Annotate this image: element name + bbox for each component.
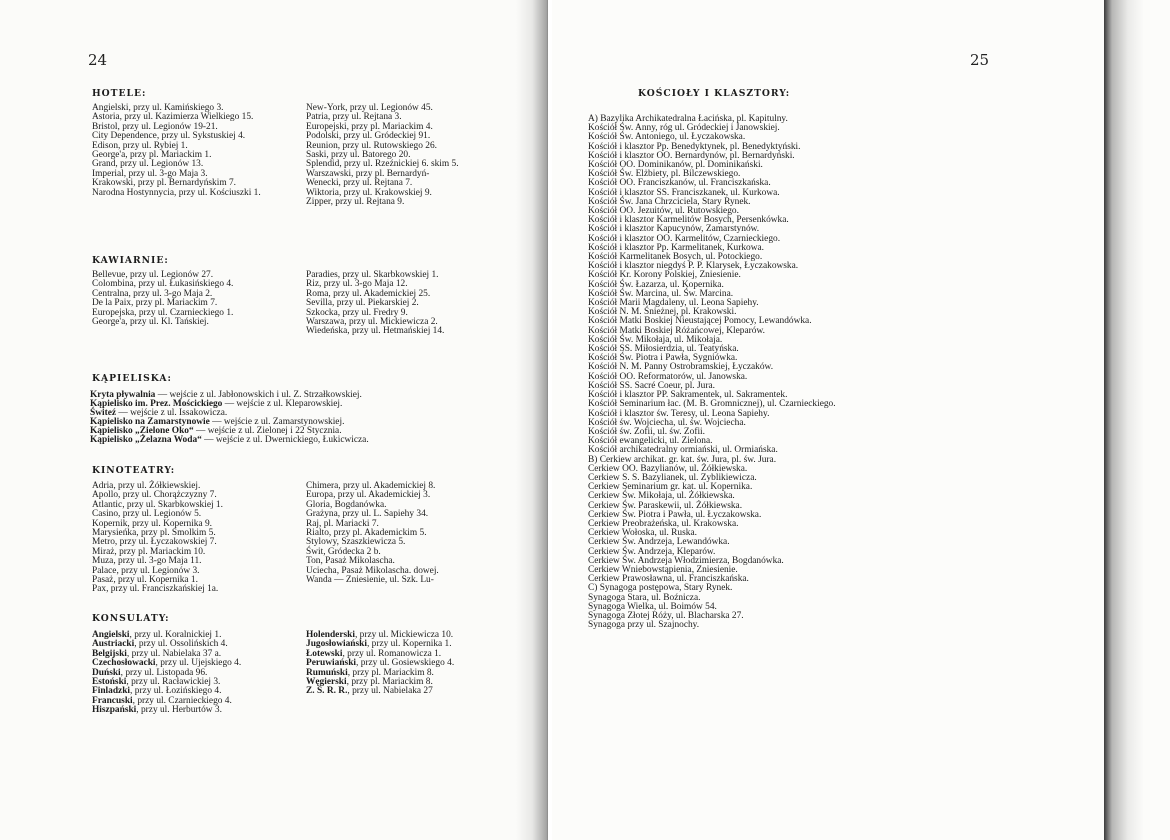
entry-name: Kryta pływalnia (90, 390, 156, 400)
entry-detail: — wejście z ul. Issakowicza. (116, 408, 228, 419)
entry-text: Cerkiew Św. Andrzeja, Kleparów. (588, 546, 716, 557)
entry-text: Kościół OO. Reformatorów, ul. Janowska. (588, 371, 748, 382)
entry-detail: , przy ul. Czarnieckiego 4. (132, 695, 232, 706)
entry-text: Centralna, przy ul. 3-go Maja 2. (92, 288, 213, 299)
entry-text: Kościół Św. Elżbiety, pl. Bilczewskiego. (588, 169, 741, 180)
entry-text: Cerkiew S. S. Bazylianek, ul. Zyblikiewicza. (588, 472, 757, 483)
right-page (552, 0, 1170, 840)
entry-text: Synagoga Złotej Róży, ul. Blacharska 27. (588, 610, 744, 621)
entry-text: Splendid, przy ul. Rzeźnickiej 6. skim 5. (306, 159, 459, 170)
entry-text: Kościół Św. Łazarza, ul. Kopernika. (588, 279, 724, 290)
entry-detail: , przy ul. Listopada 96. (120, 667, 208, 678)
entry-text: Kościół św. Zofii, ul. św. Zofii. (588, 426, 706, 437)
entry-text: Reunion, przy ul. Rutowskiego 26. (306, 140, 437, 151)
entry-text: Kościół OO. Dominikanów, pl. Dominikański. (588, 160, 763, 171)
entry-text: Krakowski, przy pl. Bernardyńskim 7. (92, 178, 236, 189)
right-page-gutter-shadow (1104, 0, 1144, 840)
baths-list (90, 391, 490, 446)
entry-text: Muza, przy ul. 3-go Maja 11. (92, 556, 202, 567)
consulates-heading: KONSULATY: (92, 613, 170, 624)
entry-text: B) Cerkiew archikat. gr. kat. św. Jura, pl. św. Jura. (588, 454, 777, 465)
entry-name: Finladzki (92, 686, 131, 697)
list-item (92, 189, 274, 198)
entry-text: Cerkiew Św. Piotra i Pawła, ul. Łyczakowska. (588, 509, 762, 520)
entry-name: Węgierski (306, 677, 347, 688)
entry-text: Rialto, przy pl. Akademickim 5. (306, 528, 427, 539)
entry-detail: , przy ul. Nabielaka 27 (347, 686, 433, 697)
entry-text: Pasaż, przy ul. Kopernika 1. (92, 575, 198, 586)
entry-text: Cerkiew Św. Paraskewii, ul. Żółkiewska. (588, 500, 743, 511)
list-item (306, 198, 488, 207)
entry-text: Roma, przy ul. Akademickiej 25. (306, 288, 431, 299)
entry-text: Kościół ewangelicki, ul. Zielona. (588, 436, 713, 447)
left-page-gutter-shadow (516, 0, 548, 840)
left-page (0, 0, 548, 840)
entry-text: Casino, przy ul. Legionów 5. (92, 509, 202, 520)
entry-text: Uciecha, Pasaż Mikolascha. dowej. (306, 565, 439, 576)
entry-text: Marysieńka, przy pl. Smolkim 5. (92, 528, 216, 539)
hotels-column-2 (306, 104, 488, 207)
list-item (92, 318, 274, 327)
entry-text: Grażyna, przy ul. L. Sapiehy 34. (306, 509, 429, 520)
entry-name: Kąpielisko „Zielone Oko“ (90, 426, 194, 437)
baths-heading: KĄPIELISKA: (92, 373, 172, 384)
entry-text: Kościół Seminarium łac. (M. B. Gromnicznej), ul. Czarnieckiego. (588, 399, 836, 410)
entry-name: Jugosłowiański (306, 639, 367, 650)
entry-name: Peruwiański (306, 658, 357, 669)
entry-detail: , przy ul. Koralnickiej 1. (129, 630, 222, 640)
entry-text: Synagoga Stara, ul. Boźnicza. (588, 592, 701, 603)
entry-text: Kościół i klasztor OO. Karmelitów, Czarnieckiego. (588, 233, 781, 244)
entry-text: Kościół OO. Franciszkanów, ul. Franciszkańska. (588, 178, 771, 189)
entry-text: Kościół i klasztor Pp. Benedyktynek, pl. Benedyktyński. (588, 141, 801, 152)
cinemas-column-2 (306, 482, 488, 585)
entry-name: Duński (92, 667, 121, 678)
entry-name: Kąpielisko na Zamarstynowie (90, 417, 210, 428)
entry-text: De la Paix, przy pl. Mariackim 7. (92, 298, 218, 309)
entry-name: Hiszpański (92, 705, 137, 716)
entry-text: Sevilla, przy ul. Piekarskiej 2. (306, 298, 419, 309)
entry-text: Kościół Matki Boskiej Różańcowej, Kleparów. (588, 325, 765, 336)
entry-text: Wiktoria, przy ul. Krakowskiej 9. (306, 187, 432, 198)
entry-text: Palace, przy ul. Legionów 3. (92, 565, 200, 576)
entry-text: Kościół SS. Miłosierdzia, ul. Teatyńska. (588, 344, 739, 355)
entry-detail: , przy ul. Ossolińskich 4. (134, 639, 228, 650)
entry-text: Synagoga Wielka, ul. Boimów 54. (588, 601, 717, 612)
entry-text: Kościół i klasztor Kapucynów, Zamarstynów. (588, 224, 760, 235)
entry-text: Kościół i klasztor Karmelitów Bosych, Persenkówka. (588, 215, 789, 226)
entry-text: Kościół SS. Sacré Coeur, pl. Jura. (588, 380, 715, 391)
entry-text: Świt, Gródecka 2 b. (306, 546, 381, 557)
entry-text: Atlantic, przy ul. Skarbkowskiej 1. (92, 499, 223, 510)
hotels-heading: HOTELE: (92, 88, 147, 99)
entry-text: Kościół i klasztor Pp. Karmelitanek, Kurkowa. (588, 242, 765, 253)
entry-text: Kościół Marii Magdaleny, ul. Leona Sapiehy. (588, 298, 759, 309)
hotels-column-1 (92, 104, 274, 198)
entry-detail: — wejście z ul. Jabłonowskich i ul. Z. Strzałkowskiej. (155, 390, 362, 400)
entry-text: Zipper, przy ul. Rejtana 9. (306, 197, 405, 208)
list-item (92, 585, 274, 594)
entry-text: Stylowy, Szaszkiewicza 5. (306, 537, 406, 548)
entry-text: Cerkiew Św. Andrzeja Włodzimierza, Bogdanówka. (588, 555, 784, 566)
entry-name: Francuski (92, 695, 133, 706)
entry-text: Europejska, przy ul. Czarnieckiego 1. (92, 307, 234, 318)
entry-text: Edison, przy ul. Rybiej 1. (92, 140, 188, 151)
entry-text: Kościół Św. Piotra i Pawła, Sygniówka. (588, 353, 738, 364)
entry-text: New-York, przy ul. Legionów 45. (306, 103, 433, 113)
entry-text: Kościół N. M. Śnieżnej, pl. Krakowski. (588, 307, 737, 318)
entry-text: Bellevue, przy ul. Legionów 27. (92, 270, 214, 280)
page-number-left: 24 (88, 51, 108, 69)
entry-detail: , przy ul. Łozińskiego 4. (130, 686, 222, 697)
list-line (588, 621, 948, 630)
churches-list (588, 115, 948, 630)
entry-text: Kościół Św. Jana Chrzciciela, Stary Rynek. (588, 196, 751, 207)
entry-text: Riz, przy ul. 3-go Maja 12. (306, 279, 408, 290)
entry-text: Warszawski, przy pl. Bernardyń- (306, 168, 430, 179)
entry-text: Kościół Św. Antoniego, ul. Łyczakowska. (588, 132, 746, 143)
entry-text: Kościół i klasztor OO. Bernardynów, pl. Bernardyński. (588, 150, 795, 161)
entry-text: Cerkiew Wniebowstąpienia, Zniesienie. (588, 564, 738, 575)
list-item (92, 706, 274, 715)
entry-text: Cerkiew Prawosławna, ul. Franciszkańska. (588, 574, 749, 585)
entry-text: Pax, przy ul. Franciszkańskiej 1a. (92, 584, 219, 595)
entry-text: Kościół N. M. Panny Ostrobramskiej, Łyczaków. (588, 362, 774, 373)
entry-name: Czechosłowacki (92, 658, 156, 669)
entry-name: Świteź (90, 408, 117, 419)
entry-detail: , przy ul. Mickiewicza 10. (354, 630, 454, 640)
entry-text: Kościół archikatedralny ormiański, ul. Ormiańska. (588, 445, 778, 456)
entry-text: Colombina, przy ul. Łukasińskiego 4. (92, 279, 234, 290)
entry-text: Raj, pl. Mariacki 7. (306, 518, 379, 529)
entry-detail: , przy ul. Gosiewskiego 4. (356, 658, 455, 669)
entry-name: Holenderski (306, 630, 355, 640)
entry-text: Saski, przy ul. Batorego 20. (306, 150, 411, 161)
entry-text: Kościół OO. Jezuitów, ul. Rutowskiego. (588, 206, 739, 217)
entry-detail: , przy ul. Nabielaka 37 a. (126, 648, 222, 659)
entry-name: Kąpielisko im. Prez. Mościckiego (90, 399, 223, 410)
entry-detail: — wejście z ul. Kleparowskiej. (222, 399, 343, 410)
entry-detail: , przy ul. Racławickiej 3. (126, 677, 221, 688)
entry-name: Belgijski (92, 648, 127, 659)
entry-detail: , przy pl. Mariackim 8. (346, 677, 433, 688)
entry-name: Austriacki (92, 639, 135, 650)
list-line (90, 436, 490, 445)
entry-text: George'a, przy pl. Mariackim 1. (92, 150, 212, 161)
entry-text: Chimera, przy ul. Akademickiej 8. (306, 481, 436, 491)
entry-text: Kościół Matki Boskiej Nieustającej Pomocy, Lewandówka. (588, 316, 812, 327)
entry-text: Gloria, Bogdanówka. (306, 499, 387, 510)
entry-name: Kąpielisko „Żelazna Woda“ (90, 435, 202, 446)
entry-detail: , przy ul. Herburtów 3. (136, 705, 222, 716)
entry-text: Cerkiew Seminarium gr. kat. ul. Kopernika. (588, 482, 753, 493)
entry-detail: , przy ul. Ujejskiego 4. (155, 658, 242, 669)
page-number-right: 25 (970, 51, 990, 69)
entry-text: Europejski, przy pl. Mariackim 4. (306, 121, 433, 132)
cafes-heading: KAWIARNIE: (92, 255, 169, 266)
list-item (306, 687, 488, 696)
entry-text: Kościół Św. Marcina, ul. Św. Marcina. (588, 288, 734, 299)
entry-text: Kościół św. Wojciecha, ul. św. Wojciecha. (588, 417, 746, 428)
entry-name: Angielski (92, 630, 130, 640)
entry-text: Kościół Kr. Korony Polskiej, Zniesienie. (588, 270, 741, 281)
entry-text: Kościół Karmelitanek Bosych, ul. Potockiego. (588, 252, 763, 263)
list-item (306, 327, 488, 336)
entry-text: Kościół i klasztor SS. Franciszkanek, ul. Kurkowa. (588, 187, 780, 198)
entry-text: Podolski, przy ul. Gródeckiej 91. (306, 131, 431, 142)
entry-detail: — wejście z ul. Zielonej i 22 Stycznia. (193, 426, 342, 437)
entry-text: Wanda — Zniesienie, ul. Szk. Lu- (306, 575, 434, 586)
cinemas-heading: KINOTEATRY: (92, 465, 176, 476)
entry-text: Wiedeńska, przy ul. Hetmańskiej 14. (306, 326, 445, 337)
entry-name: Estoński (92, 677, 127, 688)
entry-text: Cerkiew Wołoska, ul. Ruska. (588, 528, 697, 539)
entry-text: Wenecki, przy ul. Rejtana 7. (306, 178, 413, 189)
churches-heading: KOŚCIOŁY I KLASZTORY: (638, 88, 791, 99)
cafes-column-1 (92, 271, 274, 327)
list-item (306, 576, 488, 585)
entry-text: A) Bazylika Archikatedralna Łacińska, pl. Kapitulny. (588, 114, 788, 124)
consulates-column-2 (306, 631, 488, 697)
entry-text: Warszawa, przy ul. Mickiewicza 2. (306, 317, 438, 328)
entry-text: George'a, przy ul. Kl. Tańskiej. (92, 317, 209, 328)
entry-text: Apollo, przy ul. Chorążczyzny 7. (92, 490, 217, 501)
entry-detail: , przy pl. Mariackim 8. (347, 667, 434, 678)
entry-text: Miraż, przy pl. Mariackim 10. (92, 546, 206, 557)
entry-text: Europa, przy ul. Akademickiej 3. (306, 490, 431, 501)
entry-text: Kościół i klasztor PP. Sakramentek, ul. Sakramentek. (588, 390, 788, 401)
entry-text: Metro, przy ul. Łyczakowskiej 7. (92, 537, 217, 548)
entry-name: Łotewski (306, 648, 343, 659)
entry-text: Astoria, przy ul. Kazimierza Wielkiego 15. (92, 112, 254, 123)
entry-text: Grand, przy ul. Legionów 13. (92, 159, 204, 170)
entry-text: C) Synagoga postępowa, Stary Rynek. (588, 583, 733, 594)
entry-text: Cerkiew Św. Mikołaja, ul. Żółkiewska. (588, 491, 735, 502)
entry-name: Rumuński (306, 667, 348, 678)
entry-text: Cerkiew OO. Bazylianów, ul. Żółkiewska. (588, 463, 748, 474)
entry-text: Kościół i klasztor św. Teresy, ul. Leona Sapiehy. (588, 408, 770, 419)
entry-text: Adria, przy ul. Żółkiewskiej. (92, 481, 201, 491)
entry-detail: — wejście z ul. Dwernickiego, Łukicwicza. (201, 435, 369, 446)
entry-text: Paradies, przy ul. Skarbkowskiej 1. (306, 270, 439, 280)
entry-text: Imperial, przy ul. 3-go Maja 3. (92, 168, 208, 179)
entry-text: Kopernik, przy ul. Kopernika 9. (92, 518, 213, 529)
entry-text: Ton, Pasaż Mikolascha. (306, 556, 395, 567)
entry-text: Cerkiew Preobrażeńska, ul. Krakowska. (588, 518, 739, 529)
entry-text: Angielski, przy ul. Kamińskiego 3. (92, 103, 224, 113)
entry-text: Cerkiew Św. Andrzeja, Lewandówka. (588, 537, 730, 548)
entry-text: Kościół i klasztor niegdyś P. P. Klarysek, Łyczakowska. (588, 261, 799, 272)
consulates-column-1 (92, 631, 274, 716)
entry-text: Kościół Św. Anny, róg ul. Gródeckiej i Janowskiej. (588, 123, 780, 134)
entry-text: Patria, przy ul. Rejtana 3. (306, 112, 402, 123)
entry-text: Bristol, przy ul. Legionów 19-21. (92, 121, 218, 132)
entry-text: Szkocka, przy ul. Fredry 9. (306, 307, 408, 318)
entry-detail: — wejście z ul. Zamarstynowskiej. (209, 417, 345, 428)
entry-text: City Dependence, przy ul. Sykstuskiej 4. (92, 131, 246, 142)
cafes-column-2 (306, 271, 488, 337)
entry-text: Kościół Św. Mikołaja, ul. Mikołaja. (588, 334, 723, 345)
entry-text: Narodna Hostynnycia, przy ul. Kościuszki 1. (92, 187, 261, 198)
entry-detail: , przy ul. Romanowicza 1. (342, 648, 442, 659)
entry-detail: , przy ul. Kopernika 1. (366, 639, 452, 650)
entry-name: Z. S. R. R. (306, 686, 348, 697)
entry-text: Synagoga przy ul. Szajnochy. (588, 620, 700, 631)
cinemas-column-1 (92, 482, 274, 595)
